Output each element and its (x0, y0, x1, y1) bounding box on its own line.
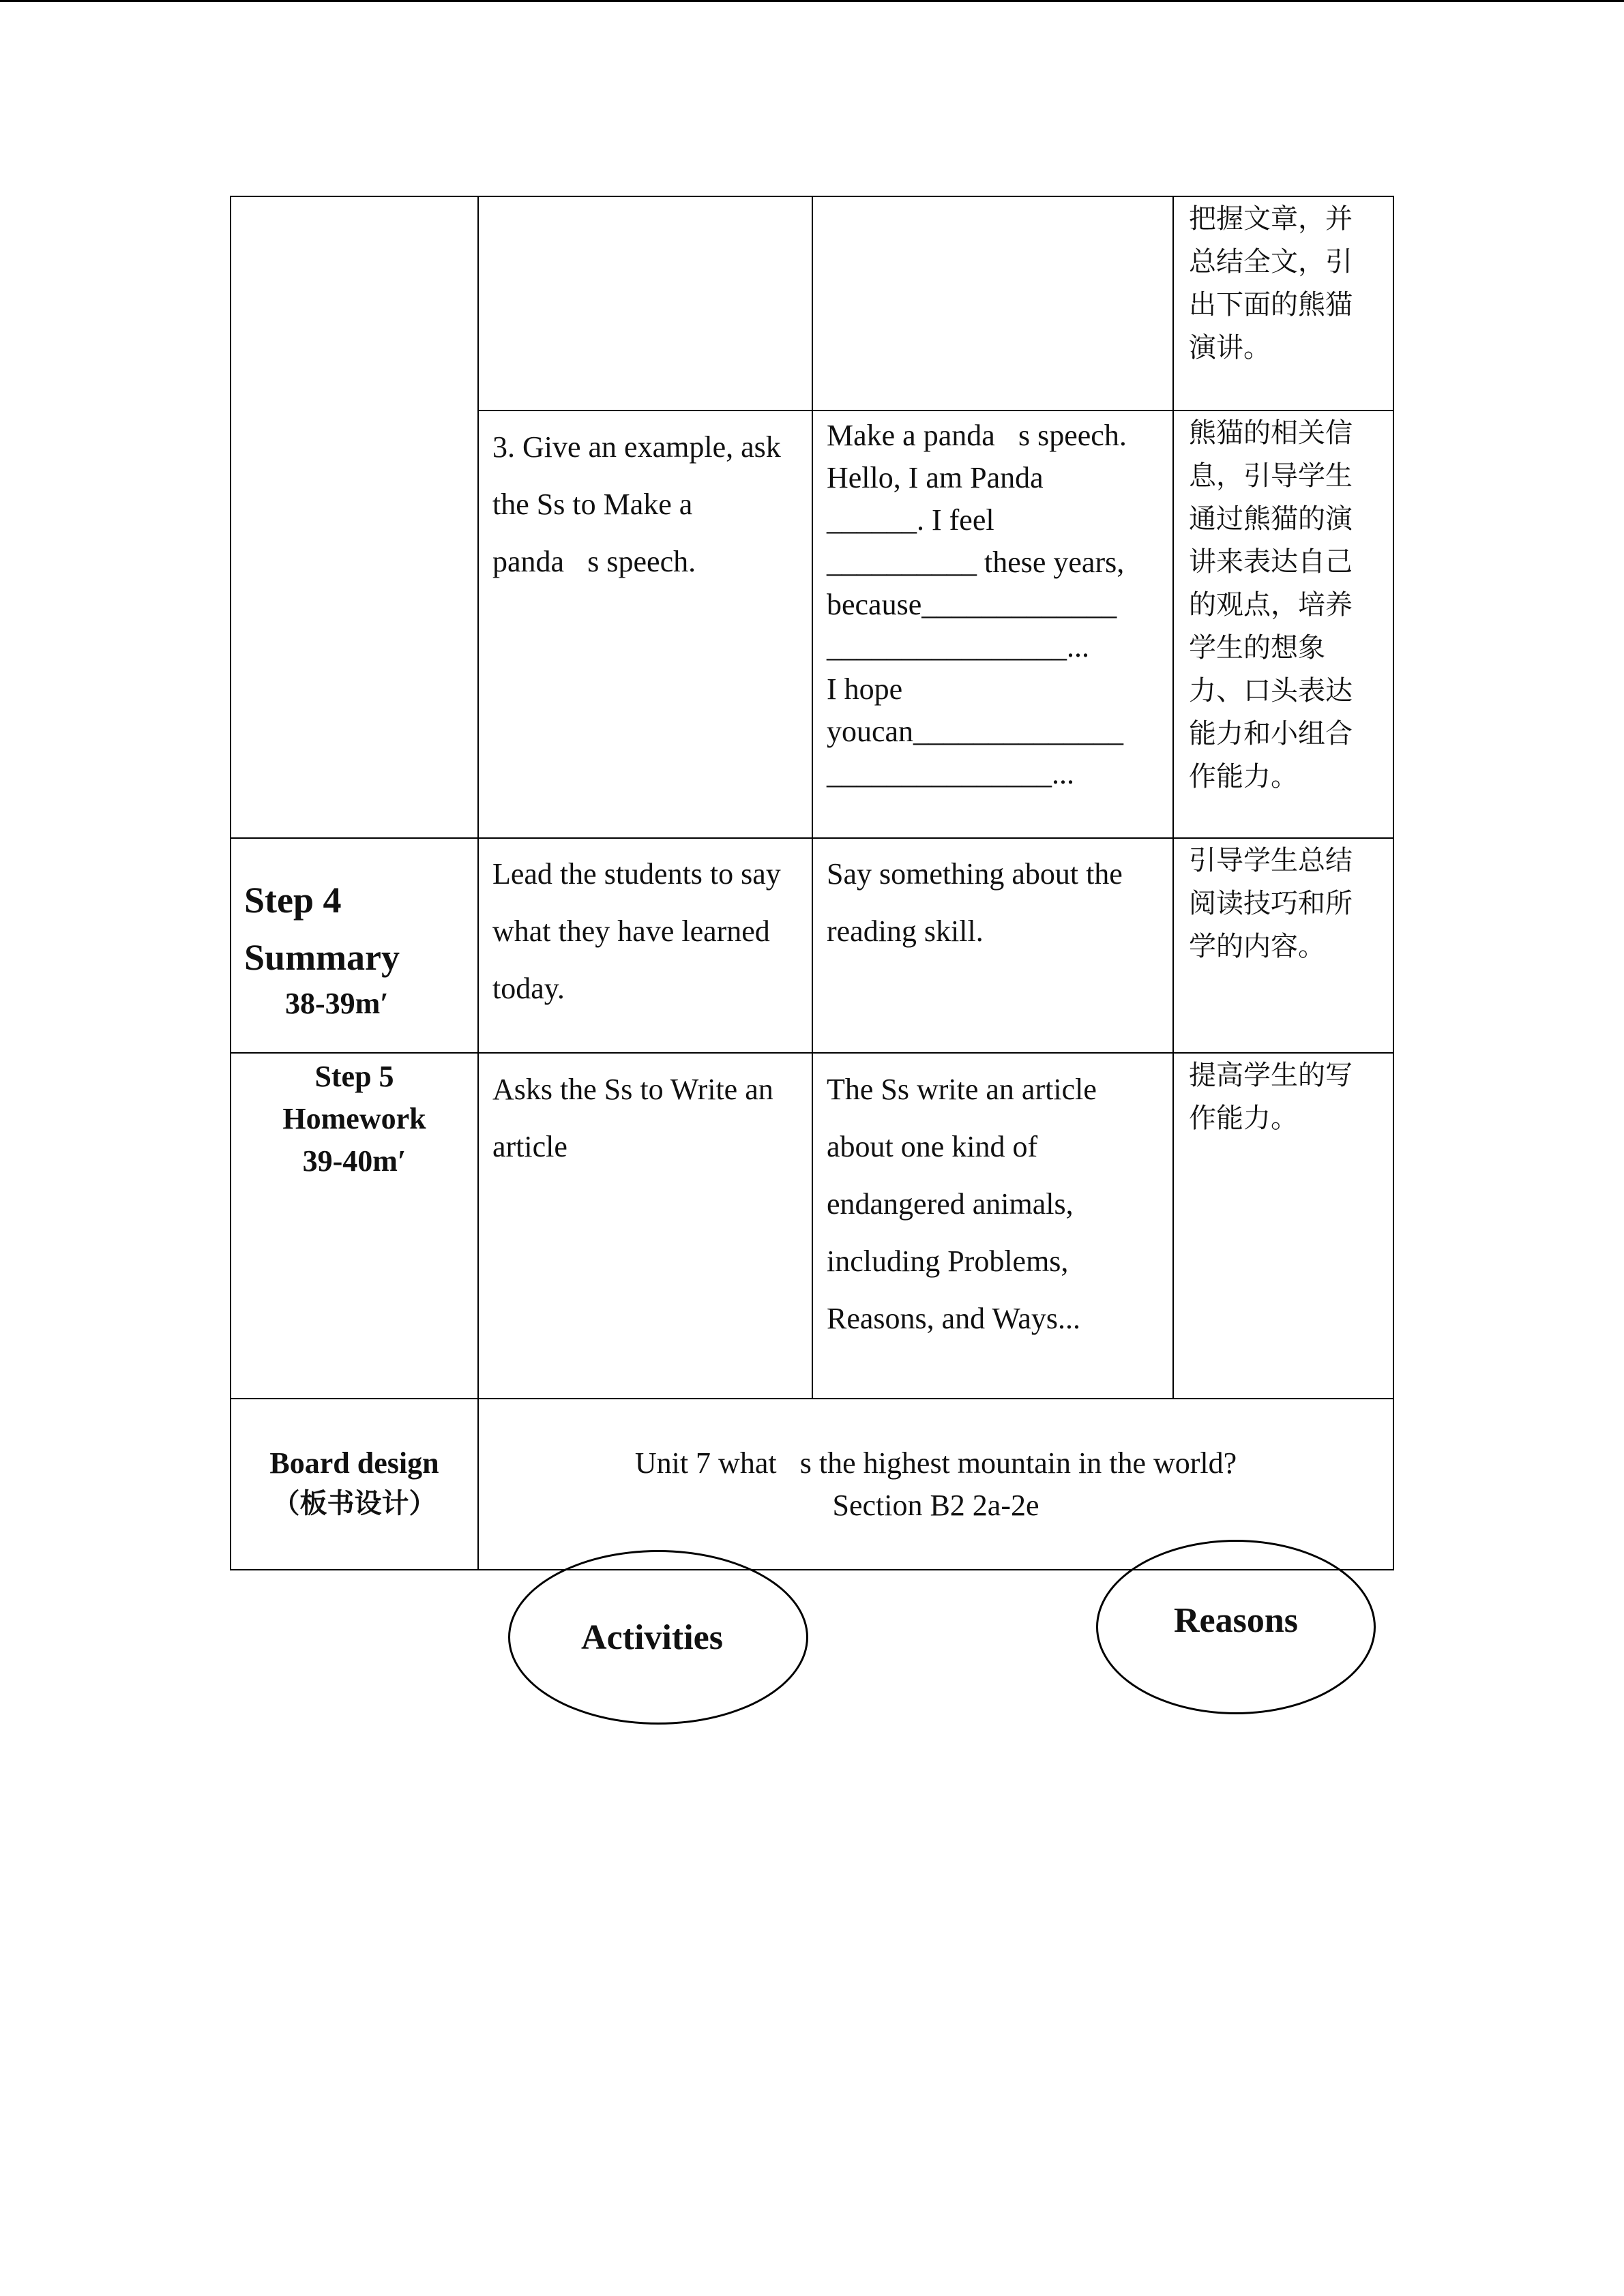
speech-student-activity (827, 415, 1168, 795)
activities-bubble (508, 1550, 808, 1725)
speech-line: I hope (827, 672, 903, 706)
activities-bubble-label: Activities (581, 1617, 723, 1657)
step4-teacher-activity: Lead the students to say what they have learned today. (492, 857, 781, 1005)
speech-line: youcan______________ (827, 715, 1124, 748)
speech-line: because_____________ (827, 588, 1117, 621)
table-border-right (1393, 196, 1394, 1570)
speech-line: ________________... (827, 630, 1089, 664)
step4-label (244, 871, 462, 1022)
board-design-label (231, 1442, 477, 1523)
speech-line: Make a panda s speech. (827, 419, 1127, 452)
speech-line: ______. I feel (827, 503, 994, 537)
board-design-title: Board design (269, 1446, 439, 1480)
step5-number: Step 5 (314, 1060, 394, 1093)
speech-line: __________ these years, (827, 546, 1125, 579)
reasons-bubble (1096, 1540, 1376, 1714)
step5-teacher-activity: Asks the Ss to Write an article (492, 1073, 773, 1163)
step4-number: Step 4 (244, 880, 342, 921)
step4-student-activity: Say something about the reading skill. (827, 857, 1123, 948)
step4-purpose-text: 引导学生总结阅读技巧和所学的内容。 (1189, 845, 1353, 962)
step5-label (231, 1056, 477, 1182)
speech-line: Hello, I am Panda (827, 461, 1044, 494)
step4-time: 38-39m′ (285, 987, 389, 1020)
board-unit-title: Unit 7 what s the highest mountain in the world? (634, 1446, 1237, 1480)
step5-name: Homework (282, 1102, 426, 1135)
step5-student-activity: The Ss write an article about one kind of endangered animals, including Problems, Reasons, and Ways... (827, 1073, 1097, 1335)
reasons-bubble-label: Reasons (1173, 1600, 1299, 1640)
intro-purpose-text: 把握文章，并总结全文，引出下面的熊猫演讲。 (1189, 203, 1353, 363)
speech-line: _______________... (827, 757, 1074, 790)
board-section: Section B2 2a-2e (832, 1489, 1039, 1522)
row-divider-1 (477, 410, 1394, 411)
step4-name: Summary (244, 937, 400, 978)
board-design-title-zh: （板书设计） (272, 1488, 437, 1519)
board-design-content (479, 1442, 1393, 1527)
column-divider-1 (477, 196, 479, 1570)
speech-teacher-activity: 3. Give an example, ask the Ss to Make a panda s speech. (492, 430, 781, 578)
column-divider-3 (1172, 196, 1174, 1399)
column-divider-2 (812, 196, 813, 1399)
speech-purpose-text: 熊猫的相关信息，引导学生通过熊猫的演讲来表达自己的观点，培养学生的想象力、口头表达能力和小组合作能力。 (1189, 417, 1353, 792)
step5-time: 39-40m′ (302, 1144, 407, 1178)
table-border-left (230, 196, 231, 1570)
step5-purpose-text: 提高学生的写作能力。 (1189, 1060, 1353, 1134)
